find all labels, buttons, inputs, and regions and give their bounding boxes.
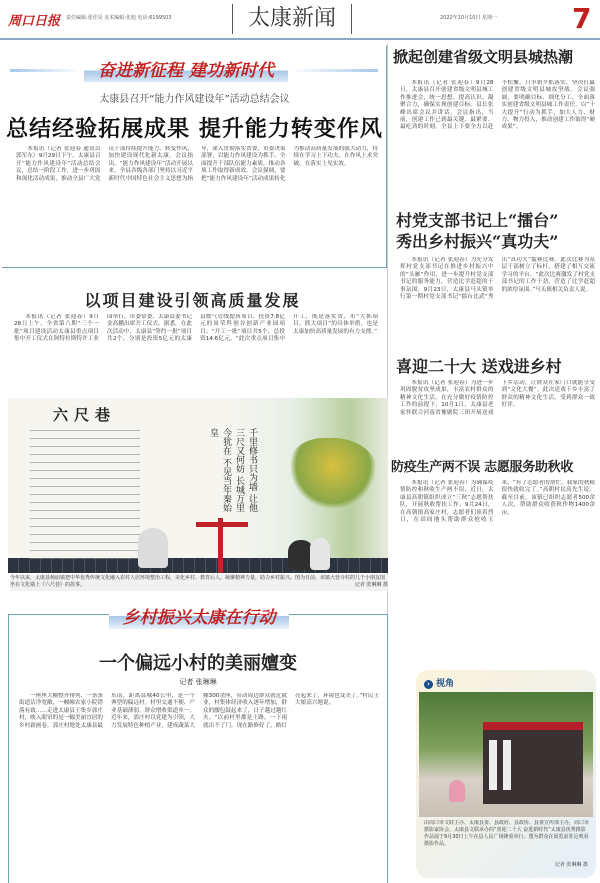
projects-body: [14, 314, 378, 378]
six-foot-lane-photo: [8, 398, 388, 573]
lead-body: [16, 146, 378, 261]
banner-line: [10, 69, 82, 72]
secretary-paragraph: 本报讯（记者 张迎春）为充分发挥村党支部书记在推进乡村振兴中的“头雁”作用，进一步提升村党支部书记的服务能力，营造比学赶超的干事氛围，9月23日，太康县马头镇举行第一期村党支部书记“擂台比武”秀出“真功夫”擂赛比赛。此次比赛为基层干部树立了标杆，搭建了相互交流学习的平台。“此次比赛激发了村党支部书记的工作干劲，营造了比学赶超的浓厚氛围。”马头镇相关负责人说。: [400, 257, 595, 301]
civilization-body: [400, 80, 595, 200]
projects-headline: 以项目建设引领高质量发展: [84, 291, 301, 310]
lead-story: [2, 46, 387, 268]
projects-paragraph: 本报讯（记者 张迎春）9月28日上午，全省第六期“三个一批”项目建设活动太康县重点项目集中开工仪式在阿特拉斯特许工业园举行，市委常委、太康县委书记金高鹏出席开工仪式。据悉，在此次活动中，太康县“签约一批”项目共2个，分别是投资5亿元的太康县燃气管线提质项目、投资7.8亿元的周荣科创谷创新产业园项目；“开工一批”项目共5个，总投资14.6亿元。“此次重点项目集中开工，既是落实省、市“大抓项目、抓大项目”的具体举措，也是太康加快高质量发展的有力支撑。”: [14, 314, 378, 343]
civilization-headline: 掀起创建省级文明县城热潮: [393, 48, 574, 66]
lead-headline: 总结经验拓展成果 提升能力转变作风: [6, 116, 383, 142]
viewpoint-title: [424, 676, 454, 689]
opera-body: [400, 380, 595, 446]
masthead: [0, 0, 600, 40]
photo-caption: [10, 575, 388, 591]
page-number: 7: [572, 2, 592, 35]
volunteer-body: [400, 480, 595, 655]
viewpoint-title-text: 视角: [436, 679, 455, 689]
volunteer-headline: 防疫生产两不误 志愿服务助秋收: [391, 460, 574, 475]
opera-headline: 喜迎二十大 送戏进乡村: [396, 357, 562, 376]
arrow-circle-icon: ›: [424, 680, 433, 689]
mural-tree: [288, 438, 378, 508]
rural-paragraph: 一座座大棚整齐排列，一条条街道洁净宽敞，一幢幢农家小院错落有致……走进太康县王集乡郭庄村，映入眼帘的是一幅美丽宜居的乡村新画卷。郭庄村地处太康县最东南，距离县城40公里，是一个典型的偏远村。村里交通不便、产业基础薄弱，群众增收渠道单一。近年来，郭庄村以党建为引领，大力发展特色种植产业，建成蔬菜大棚300余座，带动周边群众就近就业，村集体经济收入逐年增加，群众的腰包鼓起来了，日子越过越红火。“以前村里都是土路，一下雨就出不了门。现在路修好了，路灯亮起来了，环境也变美了。”村民王大娘高兴地说。: [19, 693, 379, 729]
wall-title: 六尺巷: [53, 406, 117, 424]
photo-credit: 记者 张琳琳 摄: [354, 582, 388, 588]
issue-date: 2022年10月10日 星期一: [440, 15, 498, 21]
viewpoint-box: [416, 670, 596, 878]
secretary-headline: [396, 210, 600, 252]
rural-headline: 一个偏远小村的美丽嬗变: [99, 653, 297, 674]
banner-line: [290, 69, 378, 72]
exhibition-photo: [419, 692, 593, 817]
viewpoint-caption: 由周口市文联主办、太康县委、县政府、县政协、县委宣传部主办，周口市摄影家协会、太康县文联承办的“喜迎二十大 奋进新时代”太康县优秀摄影作品展于9月30日上午在县人民广场隆重举行。图为群众在展览前驻足观看摄影作品。: [424, 820, 589, 847]
caption-text: 今年以来，太康县杨庙镇把中华优秀传统文化融入农村人居环境整治工程，美化乡村、教育后人，凝聚精神力量，助力乡村振兴。图为日前，该镇大营寺村的几个小朋友围坐在文化墙上《六尺巷》的故事。: [10, 575, 386, 588]
viewpoint-credit: 记者 张琳琳 摄: [554, 862, 588, 868]
rural-body: [19, 693, 379, 878]
photographer-figure: [449, 780, 465, 802]
child-figure: [138, 528, 168, 568]
civilization-paragraph: 本报讯（记者 张迎春）9月28日，太康县召开创建省级文明县城工作推进会，统一思想、提高认识、凝聚合力，确保实现创建目标。县长张峰出席会议并讲话。会议指出，当前，创建工作已到最关键、最紧要、最吃劲的时刻，全县上下要全力以赴不松懈，只争朝夕抓落实，坚决打赢创建省级文明县城攻坚战。会议强调，要明确目标、细化分工，全面落实创建省级文明县城工作责任，以“十大提升”行动为抓手，加大人力、财力、物力投入，推动创建工作取得“硬成果”。: [400, 80, 595, 131]
rural-byline: 记者 张琳琳: [179, 678, 217, 686]
rural-banner: 乡村振兴太康在行动: [109, 603, 289, 629]
lead-banner: 奋进新征程 建功新时代: [84, 56, 288, 82]
lead-subtitle: 太康县召开“能力作风建设年”活动总结会议: [99, 94, 290, 105]
exercise-frame-bar: [196, 522, 248, 527]
secretary-headline-line2: 秀出乡村振兴“真功夫”: [396, 232, 559, 251]
newspaper-logo: 周口日报: [8, 14, 61, 29]
deer-artwork: [489, 740, 529, 790]
child-figure: [310, 538, 330, 570]
section-title: 太康新闻: [232, 4, 352, 34]
opera-paragraph: 本报讯（记者 张迎春）为进一步巩固脱贫攻坚成果，丰富农村群众的精神文化生活，在充分做好疫情防控工作的前提下，10月1日，太康县老家怀联合河南省豫剧院三团开展送戏下乡活动，让群众在家门口就能享受到“文化大餐”。此次送戏下乡丰富了群众的精神文化生活，受到群众一致好评。: [400, 380, 595, 416]
lead-paragraph: 本报讯（记者 张迎春 通讯员 郭军东）9月29日下午，太康县召开“能力作风建设年”活动总结会议，总结一阶段工作，进一步巩固和深化活动成果，推动全县广大党员干部持续提升能力、转变作风，加快建设现代化新太康。会议指出，“能力作风建设年”活动开展以来，全县各级各部门坚持以习近平新时代中国特色社会主义思想为指导，深入贯彻落实省委、市委决策部署，以能力作风建设为抓手，全面提升干部队伍能力素质，推动各项工作取得新成效。会议强调，要把“能力作风建设年”活动成果转化为推动高质量发展的强大动力，持续在学习上下功夫、在作风上求突破、在落实上见实效。: [16, 146, 378, 182]
secretary-headline-line1: 村党支部书记上“擂台”: [396, 211, 559, 230]
wall-text: [30, 426, 140, 561]
volunteer-paragraph: 本报讯（记者 张迎春）为确保疫情防控和秋收生产两不误，近日，太康县高朝镇组织成立“三秋”志愿帮扶队，开展秋收帮扶工作。9月24日，在高朝镇高家庄村，志愿者们顶着烈日，在田间地头帮助群众抢收玉米。“有了志愿者的帮忙，我家的秋粮很快就收完了。”高朝村民高先生说。截至目前，该镇已组织志愿者500余人次，帮助群众收获秋作物1400余亩。: [400, 480, 595, 524]
editors-line: 责任编辑:张佳昊 美术编辑:张旭 电话:6199503: [66, 15, 172, 21]
rural-story: [8, 608, 388, 883]
secretary-body: [400, 257, 595, 345]
wall-poem: 千里修书只为墙 让他三尺又何妨 长城万里今犹在 不见当年秦始皇: [208, 428, 257, 512]
